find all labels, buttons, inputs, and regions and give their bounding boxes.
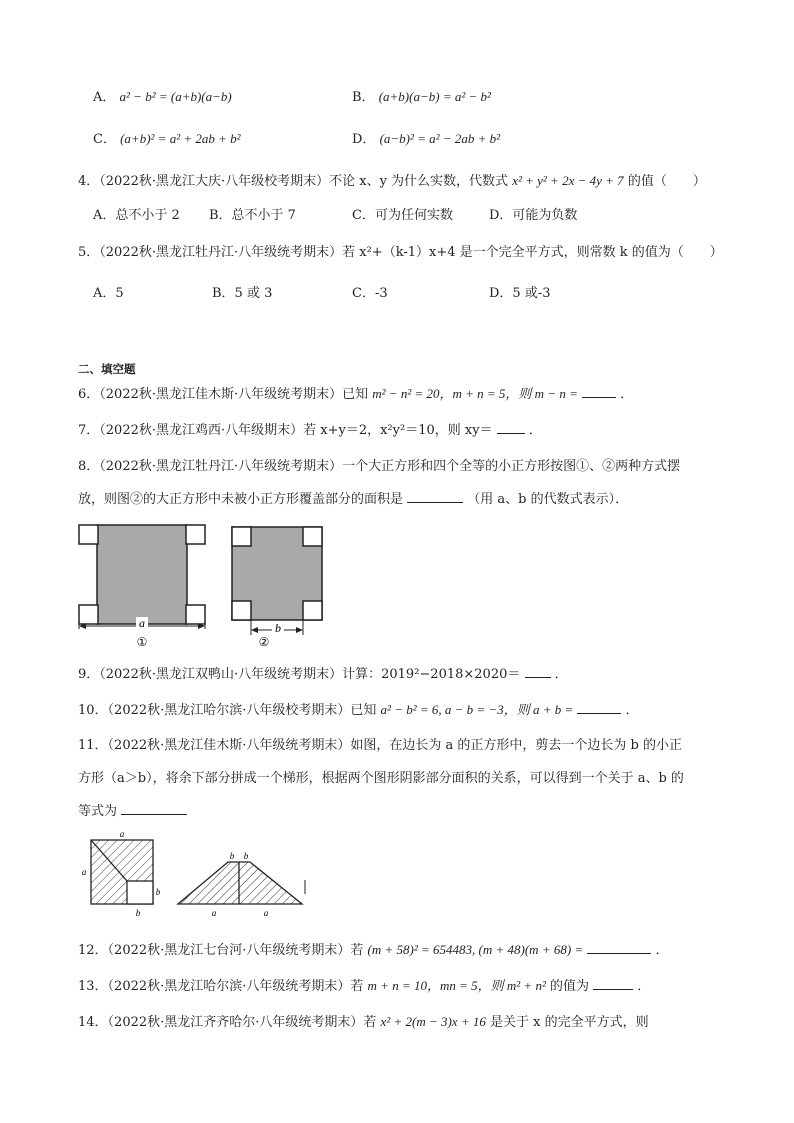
cut-small-square — [127, 881, 153, 904]
answer-blank[interactable] — [497, 421, 525, 434]
question-text: 10．（2022秋·黑龙江哈尔滨·八年级校考期末）已知 — [78, 703, 377, 718]
q3-option-a — [93, 88, 232, 107]
q9-stem — [78, 665, 568, 684]
small-square — [232, 527, 251, 546]
label-b: b — [243, 851, 249, 861]
q8-line2 — [78, 490, 628, 509]
answer-blank[interactable] — [121, 802, 187, 815]
q8-figure-1 — [78, 523, 208, 653]
question-expression: (m + 58)² = 654483, (m + 48)(m + 68) = — [367, 942, 584, 957]
option-letter: C． — [93, 132, 116, 147]
q5-option-c: C．-3 — [352, 286, 388, 301]
question-text: 7．（2022秋·黑龙江鸡西·八年级期末）若 x+y＝2，x²y²＝10，则 xy＝ — [78, 423, 493, 438]
q3-option-b — [352, 88, 491, 107]
q5-option-d: D．5 或-3 — [489, 286, 551, 301]
label-b: b — [135, 908, 141, 918]
question-text-tail: 是关于 x 的完全平方式，则 — [490, 1015, 649, 1030]
small-square — [303, 601, 322, 620]
question-text-tail: 的值为 — [550, 979, 590, 994]
question-text: 4．（2022秋·黑龙江大庆·八年级校考期末）不论 x、y 为什么实数，代数式 — [78, 174, 509, 189]
question-expression: m + n = 10，mn = 5，则 m² + n² — [367, 978, 546, 993]
question-expression: x² + y² + 2x − 4y + 7 — [512, 173, 624, 188]
option-expression: a² − b² = (a+b)(a−b) — [119, 89, 232, 104]
q5-option-a: A．5 — [93, 286, 124, 301]
q13-stem — [78, 977, 650, 996]
option-letter: B． — [352, 90, 375, 105]
label-b: b — [155, 887, 161, 897]
q5-option-b: B．5 或 3 — [212, 286, 273, 301]
question-text: 6．（2022秋·黑龙江佳木斯·八年级统考期末）已知 — [78, 387, 369, 402]
option-expression: (a+b)(a−b) = a² − b² — [378, 89, 491, 104]
q8-line1: 8．（2022秋·黑龙江牡丹江·八年级统考期末）一个大正方形和四个全等的小正方形按图①、②两种方式摆 — [78, 459, 681, 474]
question-expression: x² + 2(m − 3)x + 16 — [380, 1014, 486, 1029]
q4-option-b: B．总不小于 7 — [209, 208, 296, 223]
q3-option-c — [93, 130, 241, 149]
small-square — [79, 605, 98, 624]
q5-stem: 5．（2022秋·黑龙江牡丹江·八年级统考期末）若 x²+（k-1）x+4 是一个完全平方式，则常数 k 的值为（ ） — [78, 245, 723, 260]
q4-option-a: A．总不小于 2 — [93, 208, 180, 223]
option-letter: A． — [93, 90, 116, 105]
q8-figure-2 — [229, 523, 329, 653]
question-text: 12．（2022秋·黑龙江七台河·八年级统考期末）若 — [78, 943, 364, 958]
question-text-tail: ． — [554, 667, 568, 682]
q7-stem — [78, 421, 542, 440]
figure-caption: ② — [258, 635, 270, 649]
question-text: 放，则图②的大正方形中未被小正方形覆盖部分的面积是 — [78, 492, 404, 507]
large-square — [97, 525, 187, 624]
arrowhead — [251, 627, 258, 633]
question-text: 等式为 — [78, 804, 118, 819]
small-square — [186, 605, 205, 624]
question-text-tail: （用 a、b 的代数式表示）． — [467, 492, 629, 507]
label-a: a — [119, 829, 125, 839]
question-text-tail: ． — [620, 387, 634, 402]
label-a: a — [263, 908, 269, 918]
answer-blank[interactable] — [577, 701, 621, 714]
small-square — [303, 527, 322, 546]
trapezoid — [178, 862, 302, 904]
q11-line2: 方形（a＞b），将余下部分拼成一个梯形，根据两个图形阴影部分面积的关系，可以得到一个关于 a、b 的 — [78, 771, 684, 786]
question-text-tail: ． — [655, 943, 669, 958]
figure-caption: ① — [136, 635, 148, 649]
question-text-tail: ． — [625, 703, 639, 718]
option-letter: D． — [352, 132, 376, 147]
question-text-tail: 的值（ ） — [627, 174, 706, 189]
answer-blank[interactable] — [587, 941, 651, 954]
q6-stem — [78, 385, 633, 404]
question-text: 9．（2022秋·黑龙江双鸭山·八年级统考期末）计算：2019²−2018×2020＝ — [78, 667, 521, 682]
dimension-label-a: a — [139, 616, 145, 630]
option-expression: (a−b)² = a² − 2ab + b² — [379, 131, 501, 146]
question-text: 14．（2022秋·黑龙江齐齐哈尔·八年级统考期末）若 — [78, 1015, 377, 1030]
question-text-end: ． — [637, 979, 651, 994]
answer-blank[interactable] — [525, 665, 551, 678]
small-square — [232, 601, 251, 620]
q3-option-d — [352, 130, 500, 149]
question-text-tail: ． — [528, 423, 542, 438]
q4-stem — [78, 172, 706, 191]
q14-stem — [78, 1013, 649, 1032]
section-heading: 二、填空题 — [78, 362, 136, 376]
q11-line3 — [78, 802, 187, 821]
q4-option-c: C．可为任何实数 — [352, 208, 453, 223]
dimension-label-b: b — [275, 621, 281, 635]
q11-figure — [78, 828, 318, 923]
answer-blank[interactable] — [407, 490, 463, 503]
question-expression: m² − n² = 20，m + n = 5，则 m − n = — [372, 386, 578, 401]
arrowhead — [296, 627, 303, 633]
q12-stem — [78, 941, 669, 960]
q10-stem — [78, 701, 639, 720]
option-expression: (a+b)² = a² + 2ab + b² — [120, 131, 241, 146]
label-b: b — [229, 851, 235, 861]
answer-blank[interactable] — [593, 977, 633, 990]
answer-blank[interactable] — [582, 385, 616, 398]
q11-line1: 11．（2022秋·黑龙江佳木斯·八年级统考期末）如图，在边长为 a 的正方形中，剪去一个边长为 b 的小正 — [78, 738, 682, 753]
question-expression: a² − b² = 6, a − b = −3，则 a + b = — [380, 702, 574, 717]
q4-option-d: D．可能为负数 — [489, 208, 578, 223]
small-square — [186, 525, 205, 544]
label-a: a — [81, 867, 87, 877]
question-text: 13．（2022秋·黑龙江哈尔滨·八年级统考期末）若 — [78, 979, 364, 994]
label-a: a — [211, 908, 217, 918]
small-square — [79, 525, 98, 544]
